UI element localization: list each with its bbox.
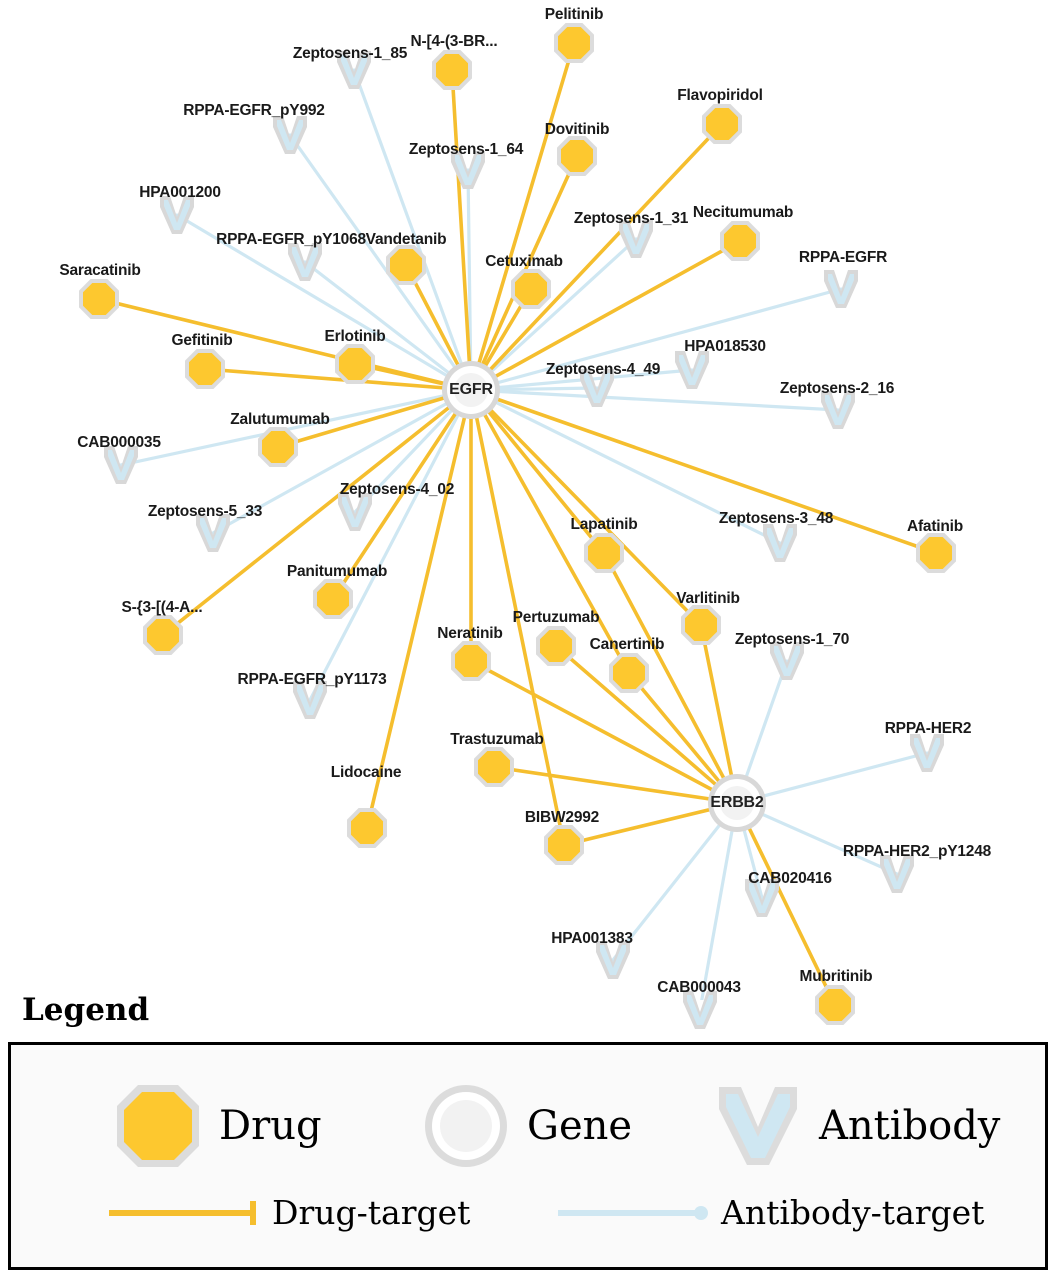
legend-label-gene: Gene — [527, 1103, 633, 1149]
legend-item-gene — [419, 1079, 632, 1173]
drug-label-0: Pelitinib — [544, 6, 604, 23]
antibody-label-5: RPPA-EGFR_pY1068 — [216, 231, 366, 248]
drug-node-mubritinib[interactable] — [815, 985, 855, 1025]
antibody-label-2: Zeptosens-1_64 — [408, 141, 524, 158]
drug-node-s-3-4-a-[interactable] — [143, 615, 183, 655]
drug-node-necitumumab[interactable] — [720, 221, 760, 261]
antibody-label-19: HPA001383 — [551, 930, 633, 947]
drug-label-1: N-[4-(3-BR... — [410, 33, 498, 50]
antibody-label-14: Zeptosens-1_70 — [734, 631, 850, 648]
drug-target-edge-icon — [107, 1196, 262, 1230]
drug-label-7: Saracatinib — [59, 262, 141, 279]
drug-label-3: Dovitinib — [544, 121, 610, 138]
antibody-label-7: HPA018530 — [684, 338, 766, 355]
antibody-node-rppa-egfr[interactable] — [821, 267, 861, 311]
drug-label-9: Erlotinib — [324, 328, 386, 345]
drug-node-trastuzumab[interactable] — [474, 747, 514, 787]
antibody-target-edge-icon — [556, 1196, 711, 1230]
drug-node-saracatinib[interactable] — [79, 279, 119, 319]
antibody-label-4: Zeptosens-1_31 — [573, 210, 689, 227]
antibody-label-8: Zeptosens-4_49 — [545, 361, 661, 378]
legend-label-drug: Drug — [219, 1103, 322, 1149]
drug-label-4: Necitumumab — [692, 204, 794, 221]
antibody-label-1: RPPA-EGFR_pY992 — [183, 102, 325, 119]
drug-node-lapatinib[interactable] — [584, 533, 624, 573]
legend-item-drug — [111, 1079, 322, 1173]
drug-node-cetuximab[interactable] — [511, 269, 551, 309]
gene-icon — [419, 1079, 513, 1173]
drug-label-15: S-{3-[(4-A... — [121, 599, 203, 616]
drug-node-panitumumab[interactable] — [313, 579, 353, 619]
drug-label-6: Cetuximab — [485, 253, 563, 270]
drug-icon — [111, 1079, 205, 1173]
drug-node-zalutumumab[interactable] — [258, 427, 298, 467]
drug-label-20: Lidocaine — [330, 764, 402, 781]
antibody-label-12: Zeptosens-5_33 — [147, 503, 263, 520]
drug-label-21: BIBW2992 — [524, 809, 600, 826]
drug-node-bibw2992[interactable] — [544, 825, 584, 865]
legend-box — [8, 1042, 1048, 1270]
drug-node-canertinib[interactable] — [609, 653, 649, 693]
antibody-label-3: HPA001200 — [139, 184, 221, 201]
drug-label-12: Lapatinib — [570, 516, 638, 533]
drug-node-gefitinib[interactable] — [185, 349, 225, 389]
antibody-label-16: RPPA-HER2 — [884, 720, 972, 737]
drug-label-17: Neratinib — [437, 625, 503, 642]
gene-label-egfr: EGFR — [449, 381, 493, 398]
antibody-label-10: CAB000035 — [77, 434, 161, 451]
drug-node-afatinib[interactable] — [916, 533, 956, 573]
drug-label-8: Gefitinib — [171, 332, 233, 349]
drug-node-n-4-3-br-[interactable] — [432, 50, 472, 90]
drug-label-13: Varlitinib — [676, 590, 740, 607]
antibody-label-13: Zeptosens-3_48 — [718, 510, 834, 527]
drug-label-5: Vandetanib — [365, 231, 447, 248]
legend-label-antibody-target: Antibody-target — [721, 1193, 985, 1232]
drug-node-pelitinib[interactable] — [554, 23, 594, 63]
antibody-label-20: CAB000043 — [657, 979, 741, 996]
drug-label-16: Pertuzumab — [512, 609, 600, 626]
drug-label-14: Panitumumab — [286, 563, 388, 580]
drug-label-10: Zalutumumab — [230, 411, 330, 428]
drug-node-lidocaine[interactable] — [347, 808, 387, 848]
drug-node-vandetanib[interactable] — [386, 245, 426, 285]
gene-label-erbb2: ERBB2 — [710, 794, 764, 811]
legend-title: Legend — [22, 992, 150, 1028]
drug-label-2: Flavopiridol — [677, 87, 763, 104]
antibody-label-11: Zeptosens-4_02 — [339, 481, 455, 498]
antibody-label-15: RPPA-EGFR_pY1173 — [237, 671, 387, 688]
antibody-label-17: RPPA-HER2_pY1248 — [842, 843, 992, 860]
legend-label-antibody: Antibody — [819, 1103, 1001, 1149]
drug-label-18: Canertinib — [589, 636, 665, 653]
drug-node-erlotinib[interactable] — [335, 344, 375, 384]
drug-node-varlitinib[interactable] — [681, 605, 721, 645]
drug-node-pertuzumab[interactable] — [536, 626, 576, 666]
drug-node-neratinib[interactable] — [451, 641, 491, 681]
antibody-label-9: Zeptosens-2_16 — [779, 380, 895, 397]
legend-edge-drug-target — [107, 1193, 470, 1232]
legend-item-antibody — [711, 1079, 1000, 1173]
drug-node-flavopiridol[interactable] — [702, 104, 742, 144]
antibody-label-0: Zeptosens-1_85 — [292, 45, 408, 62]
drug-label-19: Trastuzumab — [450, 731, 544, 748]
antibody-label-6: RPPA-EGFR — [798, 249, 888, 266]
antibody-icon — [711, 1079, 805, 1173]
drug-label-11: Afatinib — [906, 518, 964, 535]
drug-node-dovitinib[interactable] — [557, 136, 597, 176]
drug-label-22: Mubritinib — [799, 968, 873, 985]
legend-edge-antibody-target — [556, 1193, 984, 1232]
antibody-label-18: CAB020416 — [748, 870, 832, 887]
legend-label-drug-target: Drug-target — [272, 1193, 471, 1232]
